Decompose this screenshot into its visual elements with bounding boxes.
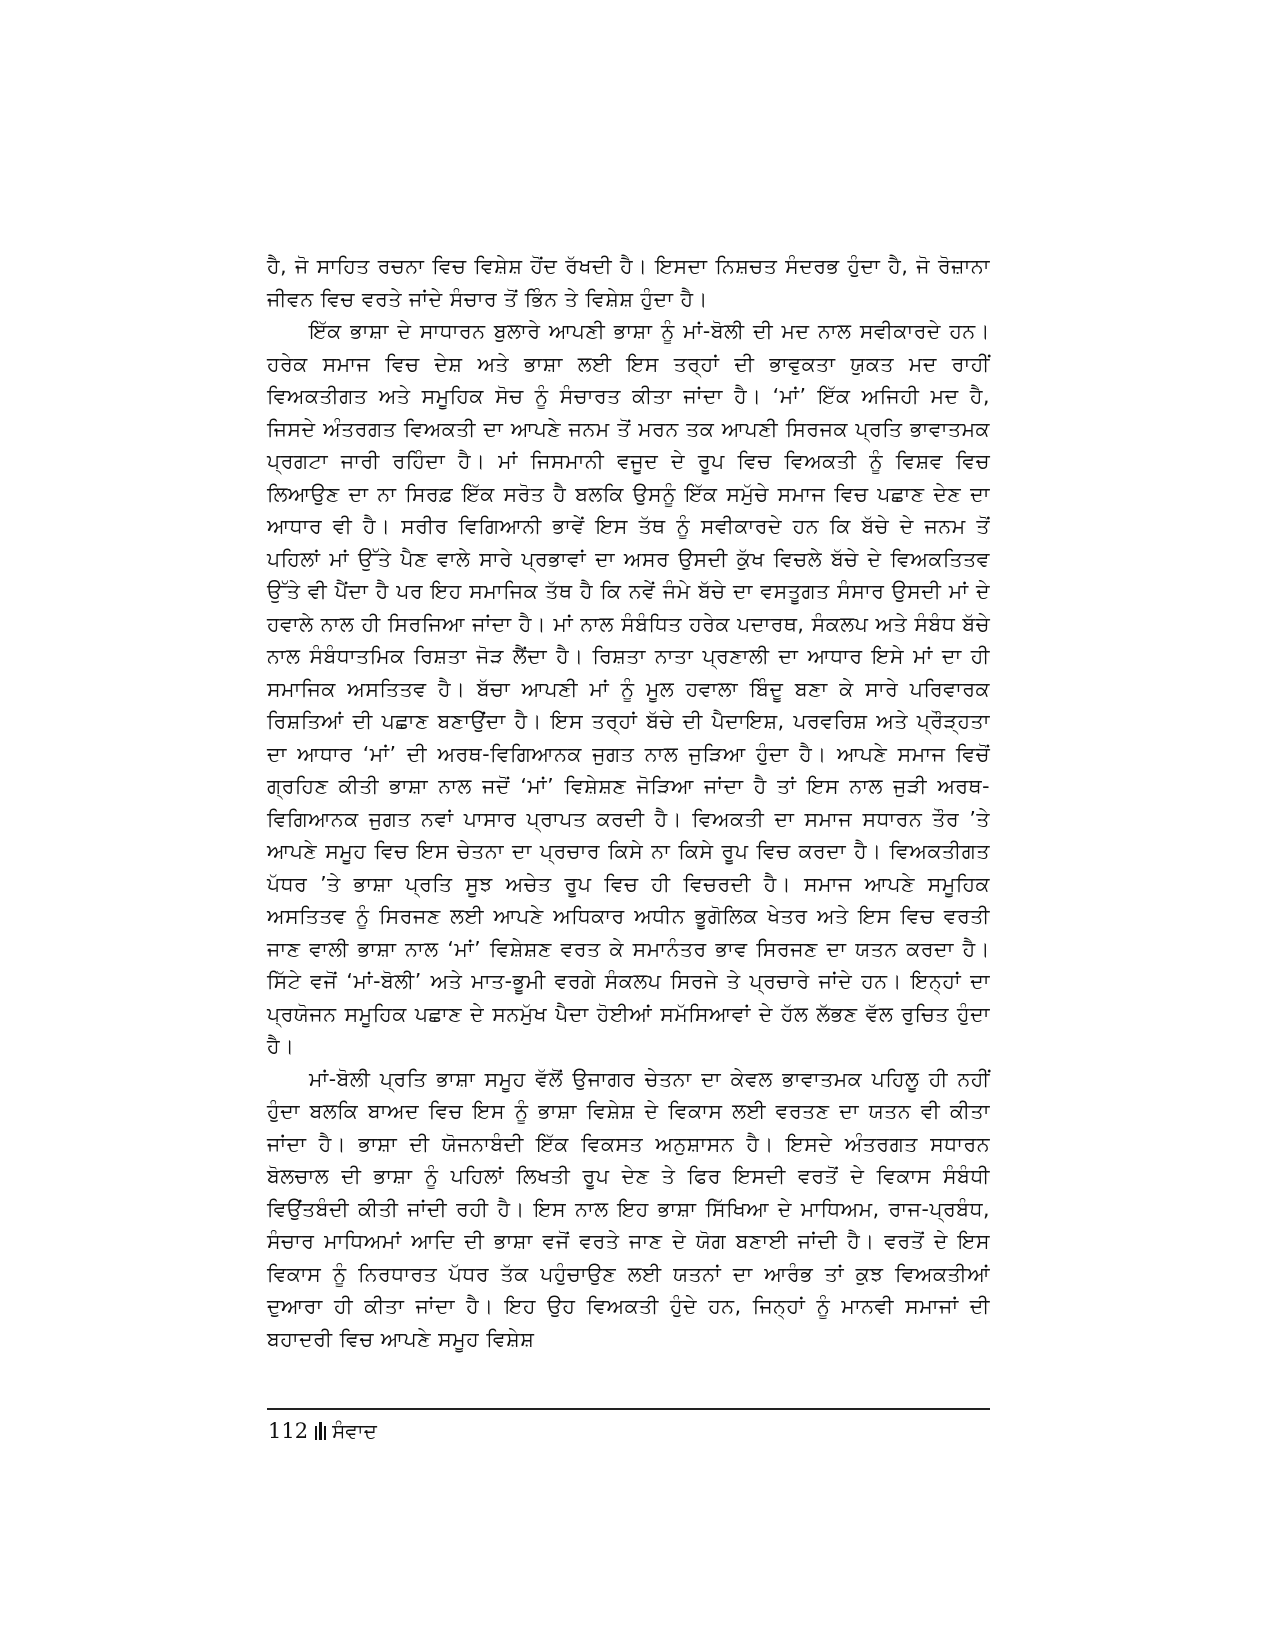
paragraph: ਮਾਂ-ਬੋਲੀ ਪ੍ਰਤਿ ਭਾਸ਼ਾ ਸਮੂਹ ਵੱਲੋਂ ਉਜਾਗਰ ਚੇਤਨਾ ਦਾ ਕੇਵਲ ਭਾਵਾਤਮਕ ਪਹਿਲੂ ਹੀ ਨਹੀਂ ਹੁੰਦਾ ਬਲਕਿ ਬਾਅਦ ਵਿਚ ਇਸ ਨੂੰ ਭਾਸ਼ਾ ਵਿਸ਼ੇਸ਼ ਦੇ ਵਿਕਾਸ ਲਈ ਵਰਤਣ ਦਾ ਯਤਨ ਵੀ ਕੀਤਾ ਜਾਂਦਾ ਹੈ। ਭਾਸ਼ਾ ਦੀ ਯੋਜਨਾਬੰਦੀ ਇੱਕ ਵਿਕਸਤ ਅਨੁਸ਼ਾਸਨ ਹੈ। ਇਸਦੇ ਅੰਤਰਗਤ ਸਧਾਰਨ ਬੋਲਚਾਲ ਦੀ ਭਾਸ਼ਾ ਨੂੰ ਪਹਿਲਾਂ ਲਿਖਤੀ ਰੂਪ ਦੇਣ ਤੇ ਫਿਰ ਇਸਦੀ ਵਰਤੋਂ ਦੇ ਵਿਕਾਸ ਸੰਬੰਧੀ ਵਿਉਂਤਬੰਦੀ ਕੀਤੀ ਜਾਂਦੀ ਰਹੀ ਹੈ। ਇਸ ਨਾਲ ਇਹ ਭਾਸ਼ਾ ਸਿੱਖਿਆ ਦੇ ਮਾਧਿਅਮ, ਰਾਜ-ਪ੍ਰਬੰਧ, ਸੰਚਾਰ ਮਾਧਿਅਮਾਂ ਆਦਿ ਦੀ ਭਾਸ਼ਾ ਵਜੋਂ ਵਰਤੇ ਜਾਣ ਦੇ ਯੋਗ ਬਣਾਈ ਜਾਂਦੀ ਹੈ। ਵਰਤੋਂ ਦੇ ਇਸ ਵਿਕਾਸ ਨੂੰ ਨਿਰਧਾਰਤ ਪੱਧਰ ਤੱਕ ਪਹੁੰਚਾਉਣ ਲਈ ਯਤਨਾਂ ਦਾ ਆਰੰਭ ਤਾਂ ਕੁਝ ਵਿਅਕਤੀਆਂ ਦੁਆਰਾ ਹੀ ਕੀਤਾ ਜਾਂਦਾ ਹੈ। ਇਹ ਉਹ ਵਿਅਕਤੀ ਹੁੰਦੇ ਹਨ, ਜਿਨ੍ਹਾਂ ਨੂੰ ਮਾਨਵੀ ਸਮਾਜਾਂ ਦੀ ਬਹਾਦਰੀ ਵਿਚ ਆਪਣੇ ਸਮੂਹ ਵਿਸ਼ੇਸ਼ bbox=[267, 1066, 990, 1351]
paragraph: ਹੈ, ਜੋ ਸਾਹਿਤ ਰਚਨਾ ਵਿਚ ਵਿਸ਼ੇਸ਼ ਹੋਂਦ ਰੱਖਦੀ ਹੈ। ਇਸਦਾ ਨਿਸ਼ਚਤ ਸੰਦਰਭ ਹੁੰਦਾ ਹੈ, ਜੋ ਰੋਜ਼ਾਨਾ ਜੀਵਨ ਵਿਚ ਵਰਤੇ ਜਾਂਦੇ ਸੰਚਾਰ ਤੋਂ ਭਿੰਨ ਤੇ ਵਿਸ਼ੇਸ਼ ਹੁੰਦਾ ਹੈ। bbox=[267, 254, 990, 311]
paragraph: ਇੱਕ ਭਾਸ਼ਾ ਦੇ ਸਾਧਾਰਨ ਬੁਲਾਰੇ ਆਪਣੀ ਭਾਸ਼ਾ ਨੂੰ ਮਾਂ-ਬੋਲੀ ਦੀ ਮਦ ਨਾਲ ਸਵੀਕਾਰਦੇ ਹਨ। ਹਰੇਕ ਸਮਾਜ ਵਿਚ ਦੇਸ਼ ਅਤੇ ਭਾਸ਼ਾ ਲਈ ਇਸ ਤਰ੍ਹਾਂ ਦੀ ਭਾਵੁਕਤਾ ਯੁਕਤ ਮਦ ਰਾਹੀਂ ਵਿਅਕਤੀਗਤ ਅਤੇ ਸਮੂਹਿਕ ਸੋਚ ਨੂੰ ਸੰਚਾਰਤ ਕੀਤਾ ਜਾਂਦਾ ਹੈ। ‘ਮਾਂ’ ਇੱਕ ਅਜਿਹੀ ਮਦ ਹੈ, ਜਿਸਦੇ ਅੰਤਰਗਤ ਵਿਅਕਤੀ ਦਾ ਆਪਣੇ ਜਨਮ ਤੋਂ ਮਰਨ ਤਕ ਆਪਣੀ ਸਿਰਜਕ ਪ੍ਰਤਿ ਭਾਵਾਤਮਕ ਪ੍ਰਗਟਾ ਜਾਰੀ ਰਹਿੰਦਾ ਹੈ। ਮਾਂ ਜਿਸਮਾਨੀ ਵਜੂਦ ਦੇ ਰੂਪ ਵਿਚ ਵਿਅਕਤੀ ਨੂੰ ਵਿਸ਼ਵ ਵਿਚ ਲਿਆਉਣ ਦਾ ਨਾ ਸਿਰਫ਼ ਇੱਕ ਸਰੋਤ ਹੈ ਬਲਕਿ ਉਸਨੂੰ ਇੱਕ ਸਮੁੱਚੇ ਸਮਾਜ ਵਿਚ ਪਛਾਣ ਦੇਣ ਦਾ ਆਧਾਰ ਵੀ ਹੈ। ਸਰੀਰ ਵਿਗਿਆਨੀ ਭਾਵੇਂ ਇਸ ਤੱਥ ਨੂੰ ਸਵੀਕਾਰਦੇ ਹਨ ਕਿ ਬੱਚੇ ਦੇ ਜਨਮ ਤੋਂ ਪਹਿਲਾਂ ਮਾਂ ਉੱਤੇ ਪੈਣ ਵਾਲੇ ਸਾਰੇ ਪ੍ਰਭਾਵਾਂ ਦਾ ਅਸਰ ਉਸਦੀ ਕੁੱਖ ਵਿਚਲੇ ਬੱਚੇ ਦੇ ਵਿਅਕਤਿਤਵ ਉੱਤੇ ਵੀ ਪੈਂਦਾ ਹੈ ਪਰ ਇਹ ਸਮਾਜਿਕ ਤੱਥ ਹੈ ਕਿ ਨਵੇਂ ਜੰਮੇ ਬੱਚੇ ਦਾ ਵਸਤੂਗਤ ਸੰਸਾਰ ਉਸਦੀ ਮਾਂ ਦੇ ਹਵਾਲੇ ਨਾਲ ਹੀ ਸਿਰਜਿਆ ਜਾਂਦਾ ਹੈ। ਮਾਂ ਨਾਲ ਸੰਬੰਧਿਤ ਹਰੇਕ ਪਦਾਰਥ, ਸੰਕਲਪ ਅਤੇ ਸੰਬੰਧ ਬੱਚੇ ਨਾਲ ਸੰਬੰਧਾਤਮਿਕ ਰਿਸ਼ਤਾ ਜੋੜ ਲੈਂਦਾ ਹੈ। ਰਿਸ਼ਤਾ ਨਾਤਾ ਪ੍ਰਣਾਲੀ ਦਾ ਆਧਾਰ ਇਸੇ ਮਾਂ ਦਾ ਹੀ ਸਮਾਜਿਕ ਅਸਤਿਤਵ ਹੈ। ਬੱਚਾ ਆਪਣੀ ਮਾਂ ਨੂੰ ਮੂਲ ਹਵਾਲਾ ਬਿੰਦੂ ਬਣਾ ਕੇ ਸਾਰੇ ਪਰਿਵਾਰਕ ਰਿਸ਼ਤਿਆਂ ਦੀ ਪਛਾਣ ਬਣਾਉਂਦਾ ਹੈ। ਇਸ ਤਰ੍ਹਾਂ ਬੱਚੇ ਦੀ ਪੈਦਾਇਸ਼, ਪਰਵਰਿਸ਼ ਅਤੇ ਪ੍ਰੌੜ੍ਹਤਾ ਦਾ ਆਧਾਰ ‘ਮਾਂ’ ਦੀ ਅਰਥ-ਵਿਗਿਆਨਕ ਜੁਗਤ ਨਾਲ ਜੁੜਿਆ ਹੁੰਦਾ ਹੈ। ਆਪਣੇ ਸਮਾਜ ਵਿਚੋਂ ਗ੍ਰਹਿਣ ਕੀਤੀ ਭਾਸ਼ਾ ਨਾਲ ਜਦੋਂ ‘ਮਾਂ’ ਵਿਸ਼ੇਸ਼ਣ ਜੋੜਿਆ ਜਾਂਦਾ ਹੈ ਤਾਂ ਇਸ ਨਾਲ ਜੁੜੀ ਅਰਥ-ਵਿਗਿਆਨਕ ਜੁਗਤ ਨਵਾਂ ਪਾਸਾਰ ਪ੍ਰਾਪਤ ਕਰਦੀ ਹੈ। ਵਿਅਕਤੀ ਦਾ ਸਮਾਜ ਸਧਾਰਨ ਤੌਰ ’ਤੇ ਆਪਣੇ ਸਮੂਹ ਵਿਚ ਇਸ ਚੇਤਨਾ ਦਾ ਪ੍ਰਚਾਰ ਕਿਸੇ ਨਾ ਕਿਸੇ ਰੂਪ ਵਿਚ ਕਰਦਾ ਹੈ। ਵਿਅਕਤੀਗਤ ਪੱਧਰ ’ਤੇ ਭਾਸ਼ਾ ਪ੍ਰਤਿ ਸੂਝ ਅਚੇਤ ਰੂਪ ਵਿਚ ਹੀ ਵਿਚਰਦੀ ਹੈ। ਸਮਾਜ ਆਪਣੇ ਸਮੂਹਿਕ ਅਸਤਿਤਵ ਨੂੰ ਸਿਰਜਣ ਲਈ ਆਪਣੇ ਅਧਿਕਾਰ ਅਧੀਨ ਭੂਗੋਲਿਕ ਖੇਤਰ ਅਤੇ ਇਸ ਵਿਚ ਵਰਤੀ ਜਾਣ ਵਾਲੀ ਭਾਸ਼ਾ ਨਾਲ ‘ਮਾਂ’ ਵਿਸ਼ੇਸ਼ਣ ਵਰਤ ਕੇ ਸਮਾਨੰਤਰ ਭਾਵ ਸਿਰਜਣ ਦਾ ਯਤਨ ਕਰਦਾ ਹੈ। ਸਿੱਟੇ ਵਜੋਂ ‘ਮਾਂ-ਬੋਲੀ’ ਅਤੇ ਮਾਤ-ਭੂਮੀ ਵਰਗੇ ਸੰਕਲਪ ਸਿਰਜੇ ਤੇ ਪ੍ਰਚਾਰੇ ਜਾਂਦੇ ਹਨ। ਇਨ੍ਹਾਂ ਦਾ ਪ੍ਰਯੋਜਨ ਸਮੂਹਿਕ ਪਛਾਣ ਦੇ ਸਨਮੁੱਖ ਪੈਦਾ ਹੋਈਆਂ ਸਮੱਸਿਆਵਾਂ ਦੇ ਹੱਲ ਲੱਭਣ ਵੱਲ ਰੁਚਿਤ ਹੁੰਦਾ ਹੈ। bbox=[267, 319, 990, 1058]
page-footer bbox=[268, 1416, 377, 1446]
page-number: 112 bbox=[268, 1419, 309, 1443]
footer-rule bbox=[267, 1408, 990, 1410]
body-text bbox=[267, 250, 990, 1355]
running-title: ਸੰਵਾਦ bbox=[332, 1419, 377, 1443]
footer-ornament-icon bbox=[315, 1422, 326, 1440]
